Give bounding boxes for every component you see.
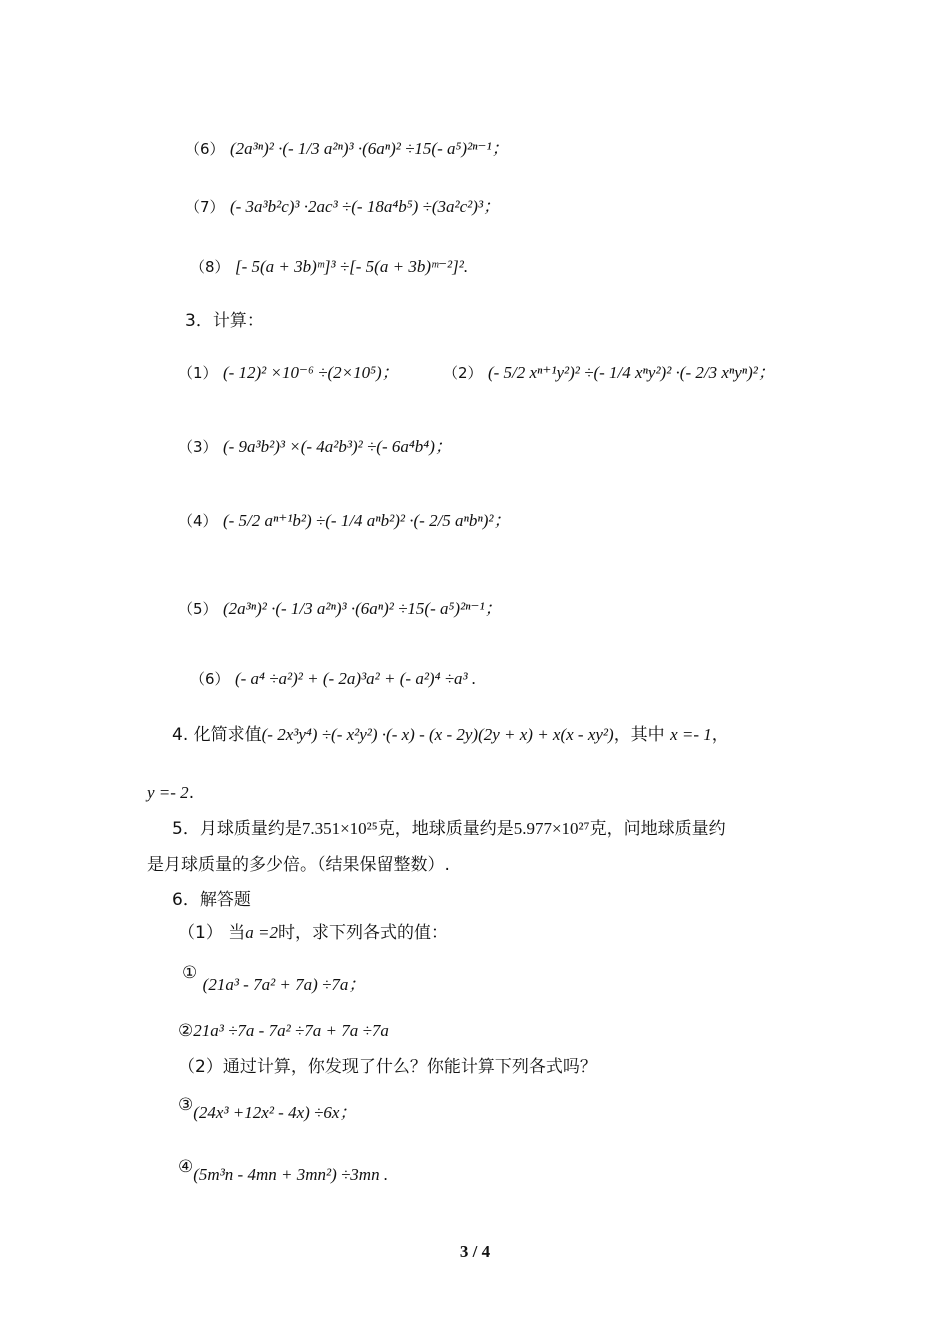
item-circle-4 [178, 1156, 389, 1184]
circled-number-label: ② [178, 1021, 194, 1041]
math-expression: (2a³ⁿ)² ·(- 1/3 a²ⁿ)³ ·(6aⁿ)² ÷15(- a⁵)²ⁿ⁻¹； [222, 599, 502, 618]
problem-3-6 [190, 668, 476, 690]
math-expression: (5m³n - 4mn + 3mn²) ÷3mn . [193, 1165, 389, 1184]
problem-2-7 [185, 196, 500, 218]
page-number: 3 / 4 [459, 1242, 491, 1261]
math-expression: (2a³ⁿ)² ·(- 1/3 a²ⁿ)³ ·(6aⁿ)² ÷15(- a⁵)²ⁿ⁻¹； [229, 139, 509, 158]
math-expression: (21a³ - 7a² + 7a) ÷7a； [202, 975, 366, 994]
item-label: （5） [178, 600, 218, 618]
item-label: （6） [190, 670, 230, 688]
problem-2-8 [190, 256, 468, 278]
math-expression: (- 5/2 aⁿ⁺¹b²) ÷(- 1/4 aⁿb²)² ·(- 2/5 aⁿbⁿ)²； [222, 511, 511, 530]
item-circle-3 [178, 1094, 357, 1122]
question-6-title: 6．解答题 [172, 890, 251, 910]
item-label: （6） [185, 140, 225, 158]
math-expression: [- 5(a + 3b)ᵐ]³ ÷[- 5(a + 3b)ᵐ⁻²]². [234, 257, 469, 276]
question-6-part-1 [178, 922, 448, 944]
problem-3-4 [178, 510, 511, 532]
question-4 [172, 724, 729, 746]
math-expression: (- 12)² ×10⁻⁶ ÷(2×10⁵)； [222, 363, 399, 382]
condition-y: y =- 2 [147, 783, 189, 802]
question-4-mid: ，其中 [613, 725, 665, 745]
question-5 [172, 818, 726, 840]
math-expression: (- 5/2 xⁿ⁺¹y²)² ÷(- 1/4 xⁿy²)² ·(- 2/3 xⁿyⁿ)²； [487, 363, 775, 382]
problem-3-3 [178, 436, 452, 458]
problem-3-2 [443, 362, 775, 384]
question-5-text-1: 5．月球质量约是 [172, 819, 302, 839]
item-circle-2 [178, 1020, 389, 1042]
circled-number-label: ③ [178, 1095, 194, 1115]
item-circle-1 [182, 962, 366, 994]
earth-mass-value: 5.977×10²⁷ [513, 819, 590, 838]
math-expression: (- a⁴ ÷a²)² + (- 2a)³a² + (- a²)⁴ ÷a³ . [234, 669, 477, 688]
math-expression: (- 9a³b²)³ ×(- 4a²b³)² ÷(- 6a⁴b⁴)； [222, 437, 452, 456]
circled-number-label: ④ [178, 1157, 194, 1177]
problem-2-6 [185, 138, 509, 160]
math-expression: 21a³ ÷7a - 7a² ÷7a + 7a ÷7a [193, 1021, 389, 1040]
question-4-tail: ， [711, 725, 729, 745]
item-label: （2） [443, 364, 483, 382]
question-4-end: . [188, 783, 195, 803]
question-5-line-2: 是月球质量的多少倍。（结果保留整数）. [147, 855, 450, 875]
math-expression: (- 3a³b²c)³ ·2ac³ ÷(- 18a⁴b⁵) ÷(3a²c²)³； [229, 197, 501, 216]
condition-x: x =- 1 [670, 725, 712, 744]
moon-mass-value: 7.351×10²⁵ [301, 819, 378, 838]
problem-3-1 [178, 362, 399, 384]
question-5-text-3: 克，问地球质量约 [589, 819, 726, 839]
question-4-line-2 [147, 782, 194, 804]
problem-3-5 [178, 598, 502, 620]
part-1-suffix: 时，求下列各式的值： [277, 923, 448, 943]
condition-a: a =2 [245, 923, 278, 942]
item-label: （4） [178, 512, 218, 530]
item-label: （3） [178, 438, 218, 456]
item-label: （7） [185, 198, 225, 216]
part-1-prefix: （1） 当 [178, 923, 246, 943]
item-label: （8） [190, 258, 230, 276]
math-expression: (24x³ +12x² - 4x) ÷6x； [193, 1103, 357, 1122]
section-3-heading: 3．计算： [185, 311, 264, 331]
question-6-part-2: （2）通过计算，你发现了什么？你能计算下列各式吗？ [178, 1057, 597, 1077]
circled-number-label: ① [182, 963, 198, 983]
math-expression: (- 2x³y⁴) ÷(- x²y²) ·(- x) - (x - 2y)(2y + x) + x(x - xy²) [261, 725, 614, 744]
question-4-prefix: 4. 化简求值 [172, 725, 262, 745]
item-label: （1） [178, 364, 218, 382]
question-5-text-2: 克，地球质量约是 [377, 819, 514, 839]
